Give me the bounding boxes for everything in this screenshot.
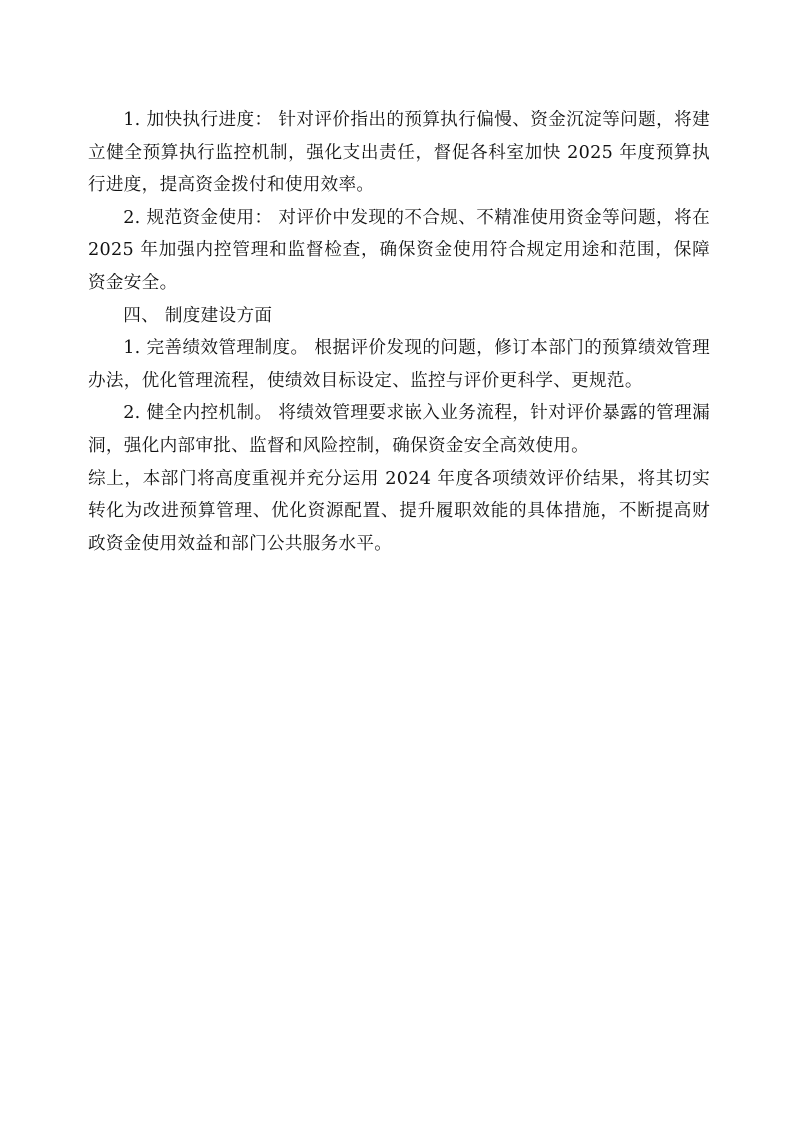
paragraph-standardize-funds [88,202,710,300]
section-heading-system-building [88,300,710,333]
paragraph-lead: 2. 健全内控机制。 [123,403,273,424]
paragraph-performance-system [88,332,710,397]
paragraph-text: 对评价中发现的不合规、不精准使用资金等问题，将在 2025 年加强内控管理和监督检查，确保资金使用符合规定用途和范围，保障资金安全。 [88,207,710,293]
document-body [88,104,710,560]
paragraph-text: 将绩效管理要求嵌入业务流程，针对评价暴露的管理漏洞，强化内部审批、监督和风险控制，确保资金安全高效使用。 [88,403,710,456]
paragraph-text: 根据评价发现的问题，修订本部门的预算绩效管理办法，优化管理流程，使绩效目标设定、监控与评价更科学、更规范。 [88,338,711,391]
paragraph-accelerate-execution [88,104,710,202]
section-heading: 四、 制度建设方面 [123,305,273,326]
paragraph-lead: 2. 规范资金使用： [123,207,273,228]
paragraph-internal-control [88,397,710,462]
summary-paragraph: 综上，本部门将高度重视并充分运用 2024 年度各项绩效评价结果，将其切实转化为改进预算管理、优化资源配置、提升履职效能的具体措施，不断提高财政资金使用效益和部门公共服务水平。 [88,468,710,554]
paragraph-lead: 1. 加快执行进度： [123,110,273,130]
paragraph-lead: 1. 完善绩效管理制度。 [123,338,309,359]
paragraph-text: 针对评价指出的预算执行偏慢、资金沉淀等问题，将建立健全预算执行监控机制，强化支出责任，督促各科室加快 2025 年度预算执行进度，提高资金拨付和使用效率。 [88,110,710,196]
